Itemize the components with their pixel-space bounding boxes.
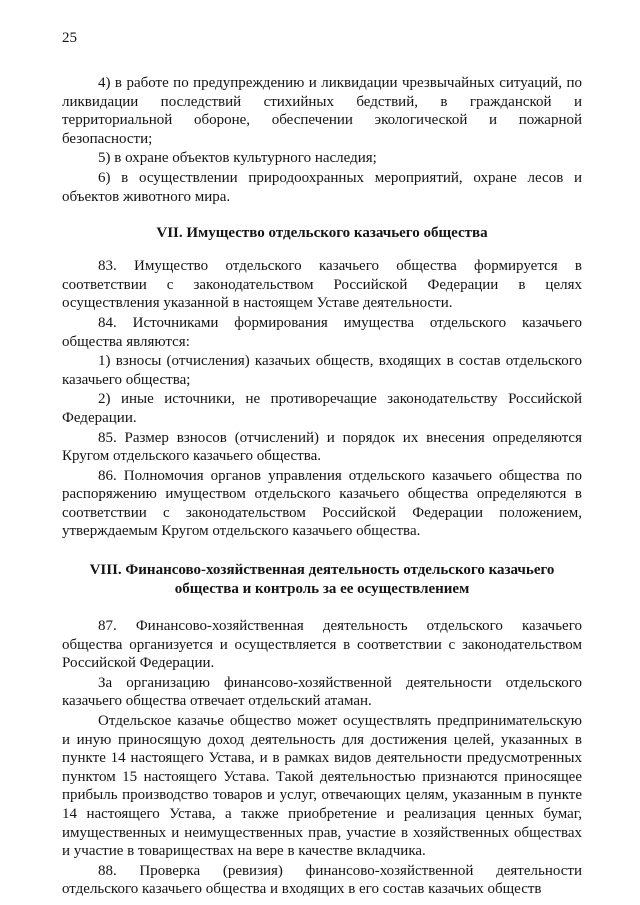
paragraph-87: 87. Финансово-хозяйственная деятельность отдельского казачьего общества организуется и осуществляется в соответствии с законодательством Российской Федерации. — [62, 618, 582, 672]
page-number: 25 — [62, 30, 77, 46]
paragraph-88: 88. Проверка (ревизия) финансово-хозяйственной деятельности отдельского казачьего общества и входящих в его состав казачьих обществ — [62, 862, 582, 898]
section-viii-title-line-2: общества и контроль за ее осуществлением — [174, 581, 470, 598]
paragraph-83: 83. Имущество отдельского казачьего общества формируется в соответствии с законодательством Российской Федерации в целях осуществления указанной в настоящем Уставе деятельности. — [62, 258, 582, 312]
document-body — [62, 74, 582, 899]
list-item-5: 5) в охране объектов культурного наследия; — [98, 150, 377, 167]
section-viii-title-line-1: VIII. Финансово-хозяйственная деятельность отдельского казачьего — [89, 562, 555, 579]
paragraph-84: 84. Источниками формирования имущества отдельского казачьего общества являются: — [62, 314, 582, 350]
section-vii-title: VII. Имущество отдельского казачьего общества — [156, 225, 488, 242]
paragraph-87-business-activity: Отдельское казачье общество может осуществлять предпринимательскую и иную приносящую доход деятельность для достижения целей, указанных в пункте 14 настоящего Устава, и в рамках видов деятельности предусмотренных пунктом 15 настоящего Устава. Такой деятельностью признаются приносящее прибыль производство товаров и услуг, отвечающих целям, указанным в пункте 14 настоящего Устава, а также приобретение и реализация ценных бумаг, имущественных и неимущественных прав, участие в хозяйственных обществах и участие в товариществах на вере в качестве вкладчика. — [62, 713, 582, 860]
paragraph-84-item-2: 2) иные источники, не противоречащие законодательству Российской Федерации. — [62, 391, 582, 426]
paragraph-84-item-1: 1) взносы (отчисления) казачьих обществ, входящих в состав отдельского казачьего общества; — [62, 353, 582, 388]
paragraph-85: 85. Размер взносов (отчислений) и порядок их внесения определяются Кругом отдельского казачьего общества. — [62, 429, 582, 465]
list-item-4: 4) в работе по предупреждению и ликвидации чрезвычайных ситуаций, по ликвидации последствий стихийных бедствий, в гражданской и территориальной обороне, обеспечении экологической и пожарной безопасности; — [62, 75, 582, 147]
paragraph-87-responsibility: За организацию финансово-хозяйственной деятельности отдельского казачьего общества отвечает отдельский атаман. — [62, 674, 582, 710]
section-viii-title — [62, 561, 582, 599]
paragraph-86: 86. Полномочия органов управления отдельского казачьего общества по распоряжению имуществом отдельского казачьего общества определяются в соответствии с законодательством Российской Федерации положением, утверждаемым Кругом отдельского казачьего общества. — [62, 467, 582, 540]
list-item-6: 6) в осуществлении природоохранных мероприятий, охране лесов и объектов животного мира. — [62, 169, 582, 205]
